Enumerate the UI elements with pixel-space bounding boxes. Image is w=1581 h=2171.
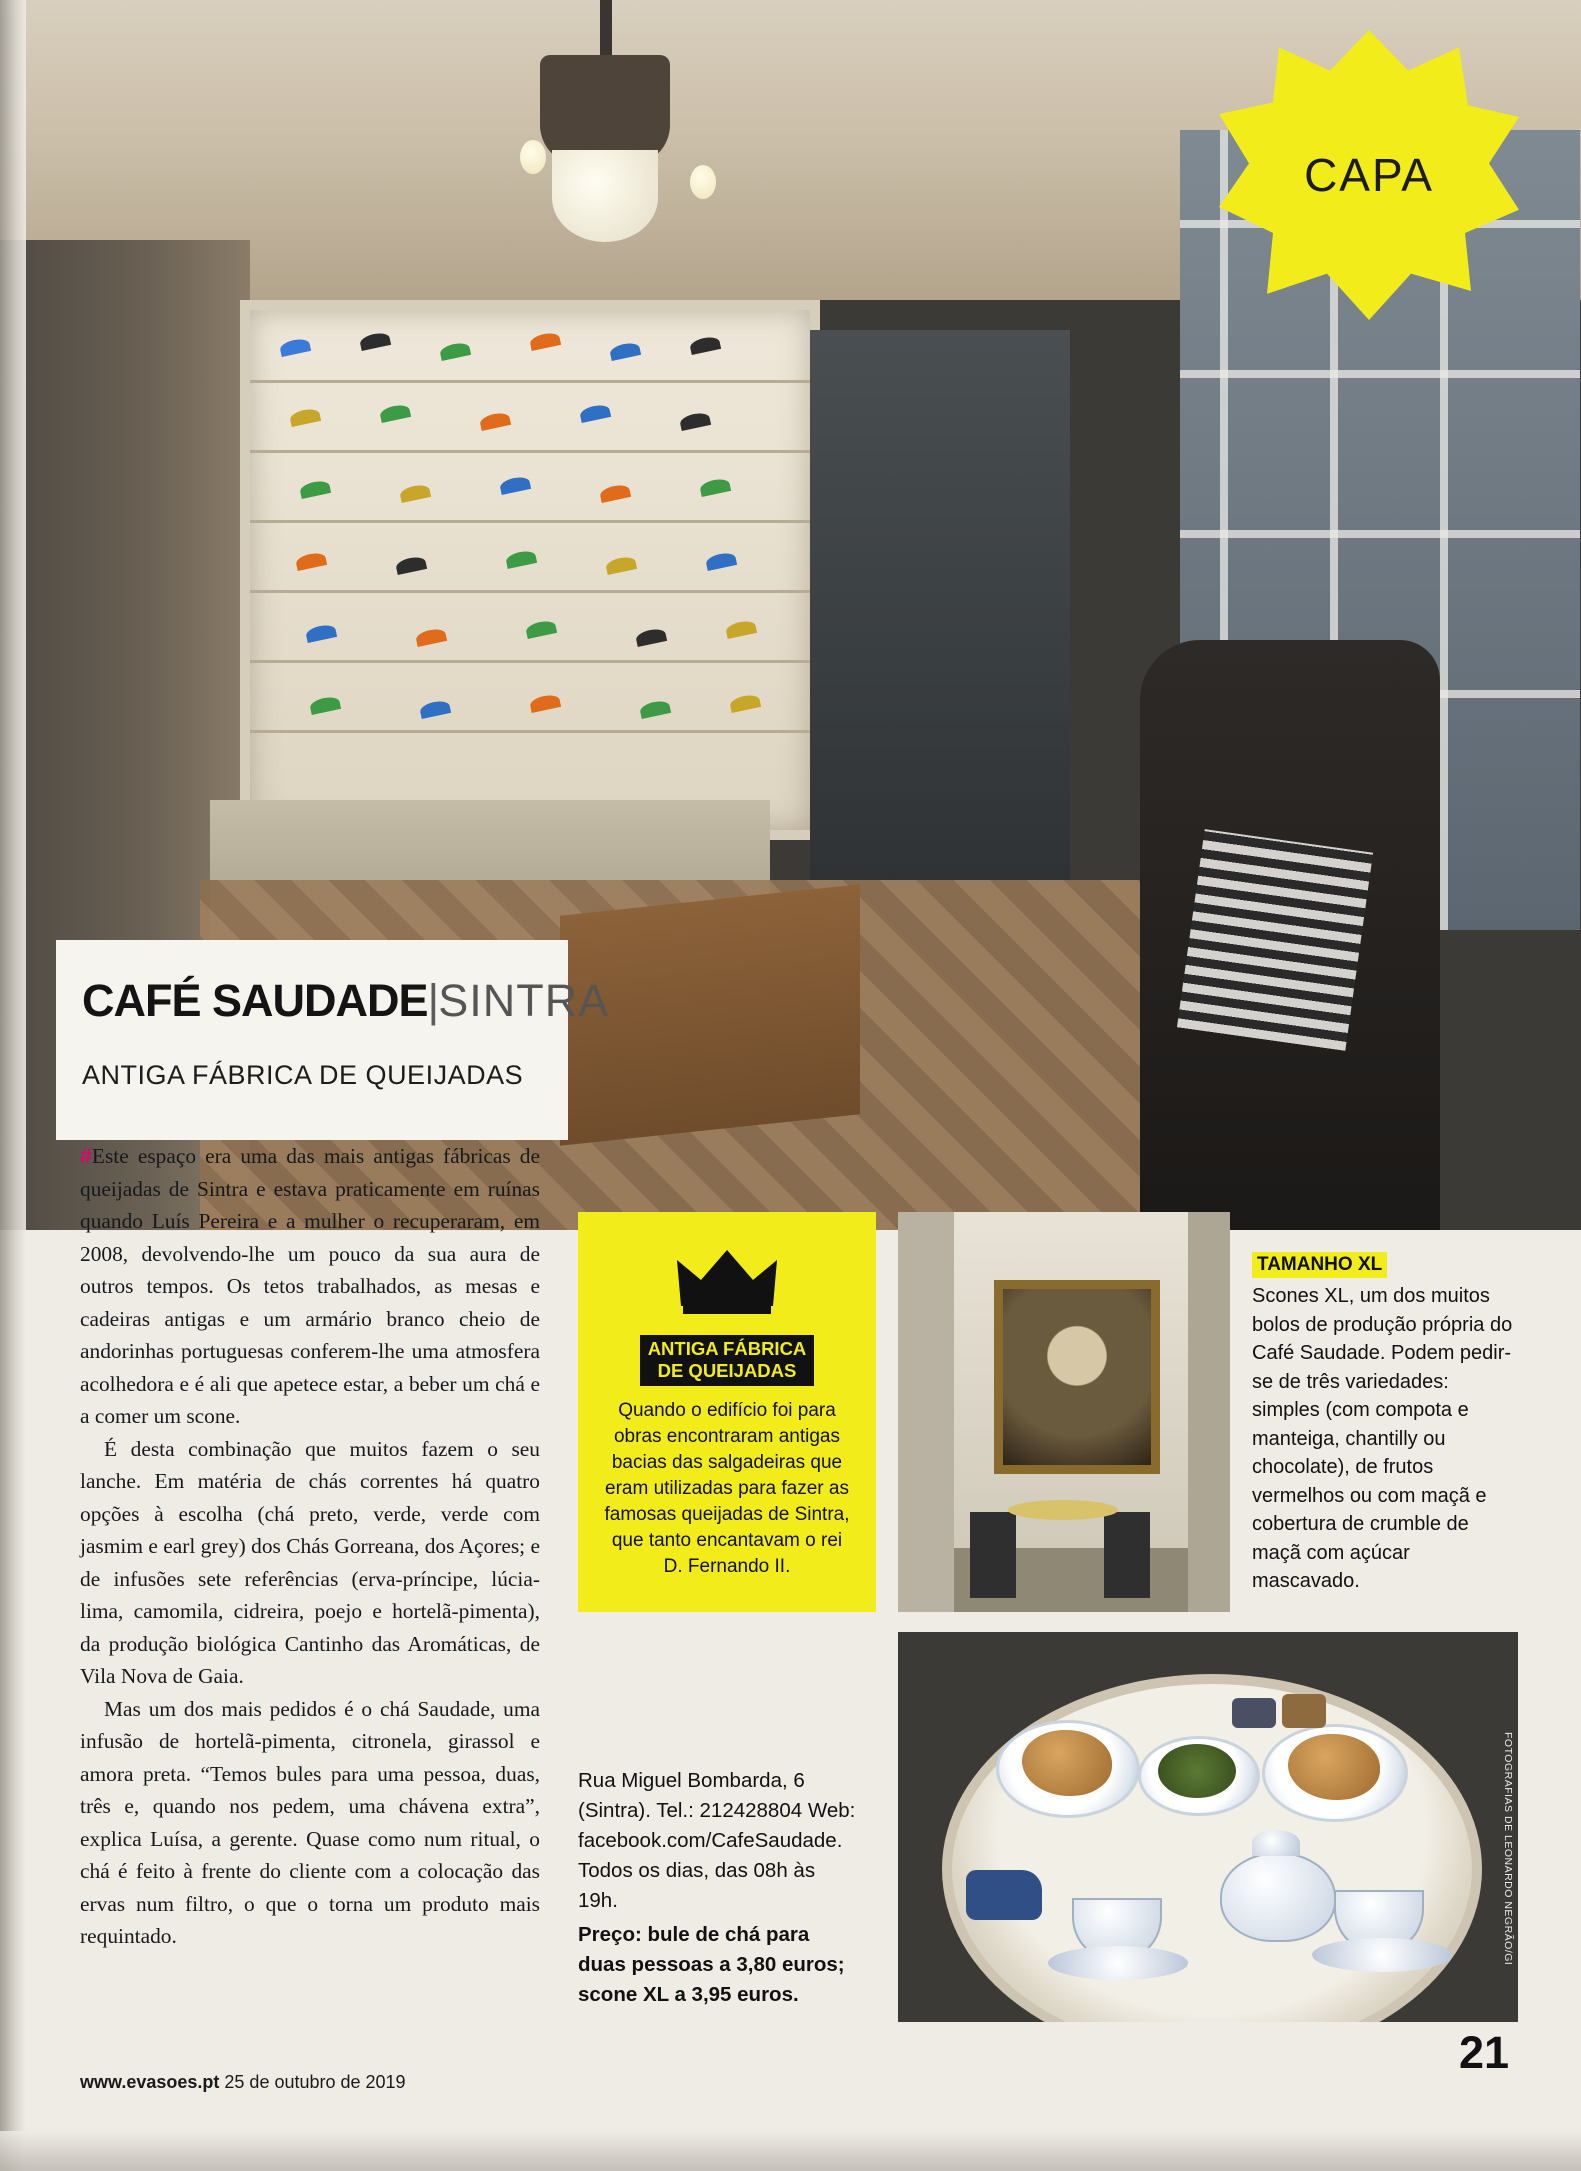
saucer-right	[1312, 1938, 1452, 1972]
table-surface	[942, 1674, 1482, 2022]
title-separator: |	[427, 975, 439, 1026]
venue-info	[578, 1766, 858, 2010]
article-body	[80, 1140, 540, 1953]
venue-price: Preço: bule de chá para duas pessoas a 3,80 euros; scone XL a 3,95 euros.	[578, 1923, 845, 2006]
teapot-lid	[1252, 1830, 1300, 1856]
headline-box	[56, 940, 568, 1140]
capa-badge	[1219, 30, 1519, 320]
chair-right	[1104, 1512, 1150, 1598]
venue-web: Web: facebook.com/CafeSaudade. Todos os dias,	[578, 1799, 856, 1882]
wall-right	[1188, 1212, 1230, 1612]
venue-hours: das 08h às 19h.	[578, 1859, 816, 1912]
paragraph-3: Mas um dos mais pedidos é o chá Saudade, uma infusão de hortelã-pimenta, citronela, girassol e amora preta. “Temos bules para uma pessoa, duas, três e, quando nos pedem, uma chávena extra”, explica Luísa, a gerente. Quase como num ritual, o chá é feito à frente do cliente com a colocação das ervas num filtro, o que o torna um produto mais requintado.	[80, 1696, 540, 1948]
small-pot-a	[1232, 1698, 1276, 1728]
capa-label: CAPA	[1304, 149, 1434, 201]
yellow-box-label-line1: ANTIGA FÁBRICA	[647, 1338, 807, 1359]
paragraph-2: É desta combinação que muitos fazem o seu lanche. Em matéria de chás correntes há quatro opções à escolha (chá preto, verde, verde com jasmim e earl grey) dos Chás Gorreana, dos Açores; e de infusões sete referências (erva-príncipe, lúcia-lima, camomila, cidreira, poejo e hortelã-pimenta), da produção biológica Cantinho das Aromáticas, de Vila Nova de Gaia.	[80, 1436, 540, 1688]
framed-portrait	[994, 1280, 1160, 1474]
page-subtitle: ANTIGA FÁBRICA DE QUEIJADAS	[82, 1060, 524, 1090]
photo-credit: FOTOGRAFIAS DE LEONARDO NEGRÃO/GI	[1502, 1732, 1514, 1966]
bird-cabinet	[240, 300, 820, 840]
venue-address: Rua Miguel Bombarda, 6 (Sintra). Tel.: 212428804	[578, 1769, 805, 1822]
footer-date: 25 de outubro de 2019	[224, 2072, 406, 2092]
photo-interior-painting	[898, 1212, 1230, 1612]
herbs	[1158, 1744, 1236, 1798]
page-number: 21	[1458, 2027, 1509, 2078]
footer	[80, 2072, 500, 2093]
scone-left	[1022, 1730, 1112, 1796]
hash-mark: #	[80, 1144, 92, 1168]
paragraph-1	[80, 1140, 540, 1433]
title-location: SINTRA	[438, 975, 610, 1026]
small-pot-b	[1282, 1694, 1326, 1728]
xl-note-label: TAMANHO XL	[1252, 1252, 1387, 1278]
paragraph-1-text: Este espaço era uma das mais antigas fábricas de queijadas de Sintra e estava praticamente em ruínas quando Luís Pereira e a mulher o recuperaram, em 2008, devolvendo-lhe um pouco da sua aura de outros tempos. Os tetos trabalhados, as mesas e cadeiras antigas e um armário branco cheio de andorinhas portuguesas conferem-lhe uma atmosfera acolhedora e é ali que apetece estar, a beber um chá e a comer um scone.	[80, 1144, 540, 1428]
lamp-globe	[552, 150, 658, 242]
title-main: CAFÉ SAUDADE	[82, 975, 428, 1026]
doorway	[810, 330, 1070, 890]
photo-tea-table	[898, 1632, 1518, 2022]
saucer-left	[1048, 1946, 1188, 1980]
scone-right	[1288, 1734, 1380, 1800]
striped-sleeve	[1177, 829, 1373, 1051]
yellow-box-label-line2: DE QUEIJADAS	[657, 1360, 797, 1381]
wall-left	[898, 1212, 954, 1612]
lamp-rod	[600, 0, 612, 60]
blue-elephant-figurine	[966, 1870, 1042, 1920]
chair-left	[970, 1512, 1016, 1598]
crown-icon	[578, 1246, 876, 1321]
round-table	[1008, 1500, 1118, 1520]
yellow-box-label	[640, 1335, 815, 1386]
footer-site[interactable]: www.evasoes.pt	[80, 2072, 220, 2092]
scan-edge-bottom	[0, 2131, 1581, 2171]
scan-edge-left	[0, 0, 26, 2171]
portrait-image	[1003, 1289, 1151, 1465]
xl-note-text: Scones XL, um dos muitos bolos de produção própria do Café Saudade. Podem pedir-se de três variedades: simples (com compota e manteiga, chantilly ou chocolate), de frutos vermelhos ou com maçã e cobertura de crumble de maçã com açúcar mascavado.	[1252, 1285, 1513, 1592]
teapot	[1220, 1852, 1336, 1942]
page-title	[82, 975, 609, 1027]
yellow-box-text: Quando o edifício foi para obras encontraram antigas bacias das salgadeiras que eram utilizadas para fazer as famosas queijadas de Sintra, que tanto encantavam o rei D. Fernando II.	[604, 1400, 850, 1577]
lamp-bulb-left	[520, 140, 546, 174]
ceiling-lamp	[540, 55, 670, 165]
sidebar-yellow-box	[578, 1212, 876, 1612]
lamp-bulb-right	[690, 165, 716, 199]
